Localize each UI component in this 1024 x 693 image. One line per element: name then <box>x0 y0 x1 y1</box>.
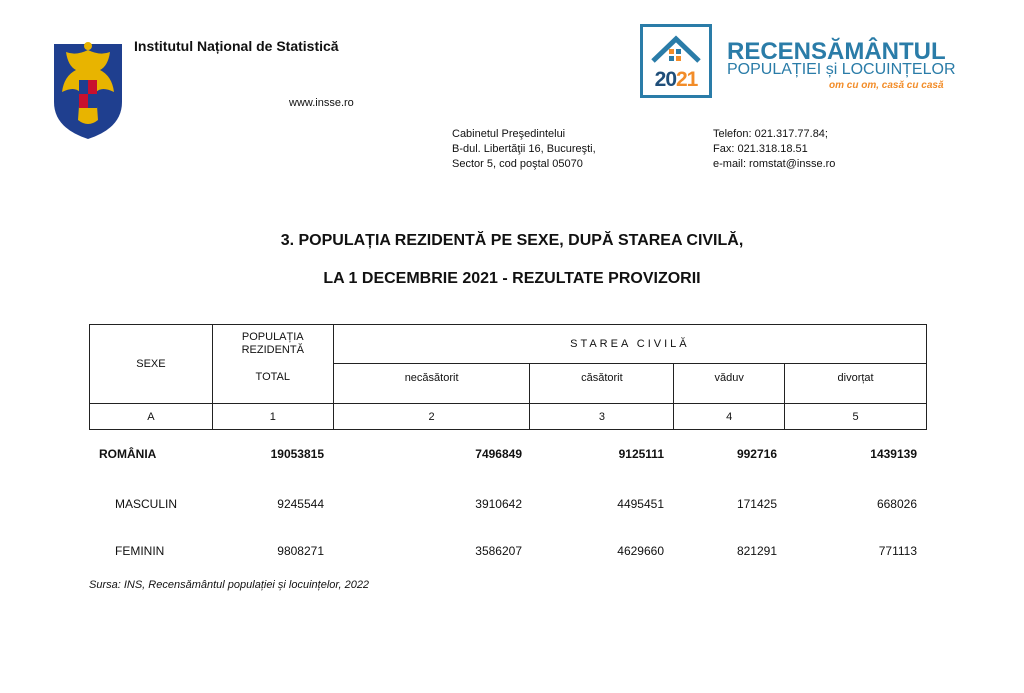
cell-divortat: 668026 <box>876 497 917 511</box>
code-cell: 4 <box>674 404 785 430</box>
census-logo <box>640 24 712 98</box>
cell-vaduv: 992716 <box>736 447 777 461</box>
logo-tagline: om cu om, casă cu casă <box>829 80 944 91</box>
code-cell: 5 <box>785 404 927 430</box>
address-block <box>452 127 596 172</box>
header-pop-line: REZIDENTĂ <box>241 344 304 356</box>
cell-necasatorit: 3586207 <box>475 544 522 558</box>
cell-total: 9808271 <box>277 544 324 558</box>
cell-vaduv: 171425 <box>736 497 777 511</box>
header-casatorit: căsătorit <box>530 364 674 404</box>
table-row <box>89 447 927 463</box>
institute-name: Institutul Național de Statistică <box>134 38 339 54</box>
cell-casatorit: 4629660 <box>617 544 664 558</box>
contact-block <box>713 127 835 172</box>
page-title: 3. POPULAȚIA REZIDENTĂ PE SEXE, DUPĂ STAREA CIVILĂ, <box>280 232 744 249</box>
page-subtitle: LA 1 DECEMBRIE 2021 - REZULTATE PROVIZORII <box>323 270 701 287</box>
address-line: Cabinetul Preşedintelui <box>452 128 566 140</box>
header-population <box>212 325 333 404</box>
cell-casatorit: 9125111 <box>618 447 664 461</box>
address-line: Sector 5, cod poştal 05070 <box>452 158 583 170</box>
code-cell: A <box>90 404 213 430</box>
cell-casatorit: 4495451 <box>617 497 664 511</box>
cell-necasatorit: 3910642 <box>475 497 522 511</box>
address-line: B-dul. Libertăţii 16, Bucureşti, <box>452 143 596 155</box>
cell-necasatorit: 7496849 <box>475 447 522 461</box>
coat-of-arms-icon <box>52 36 124 140</box>
house-icon <box>643 31 709 71</box>
code-cell: 2 <box>333 404 530 430</box>
header-pop-line: POPULAȚIA <box>241 331 304 343</box>
cell-total: 9245544 <box>277 497 324 511</box>
source-note: Sursa: INS, Recensământul populației și locuințelor, 2022 <box>89 579 370 591</box>
table-row <box>89 544 927 560</box>
header-total: TOTAL <box>255 371 290 383</box>
logo-year <box>643 68 709 92</box>
code-cell: 3 <box>530 404 674 430</box>
logo-year-suffix: 21 <box>676 68 698 91</box>
logo-year-prefix: 20 <box>654 68 676 91</box>
logo-subtitle: POPULAȚIEI și LOCUINȚELOR <box>727 61 956 78</box>
logo-title: RECENSĂMÂNTUL <box>727 38 946 65</box>
code-cell: 1 <box>212 404 333 430</box>
row-label: FEMININ <box>115 544 165 558</box>
contact-phone: Telefon: 021.317.77.84; <box>713 128 828 140</box>
header-vaduv: văduv <box>674 364 785 404</box>
cell-divortat: 771113 <box>878 544 917 558</box>
header-starea-civila: STAREA CIVILĂ <box>333 325 926 364</box>
cell-total: 19053815 <box>270 447 324 461</box>
row-label: MASCULIN <box>115 497 178 511</box>
header-sexe: SEXE <box>90 325 213 404</box>
row-label: ROMÂNIA <box>99 447 157 461</box>
table-row <box>89 497 927 513</box>
header-divortat: divorțat <box>785 364 927 404</box>
table-header <box>89 324 927 430</box>
cell-vaduv: 821291 <box>736 544 777 558</box>
contact-email: e-mail: romstat@insse.ro <box>713 158 836 170</box>
website-link[interactable]: www.insse.ro <box>289 97 354 109</box>
contact-fax: Fax: 021.318.18.51 <box>713 143 808 155</box>
cell-divortat: 1439139 <box>870 447 917 461</box>
header-necasatorit: necăsătorit <box>333 364 530 404</box>
